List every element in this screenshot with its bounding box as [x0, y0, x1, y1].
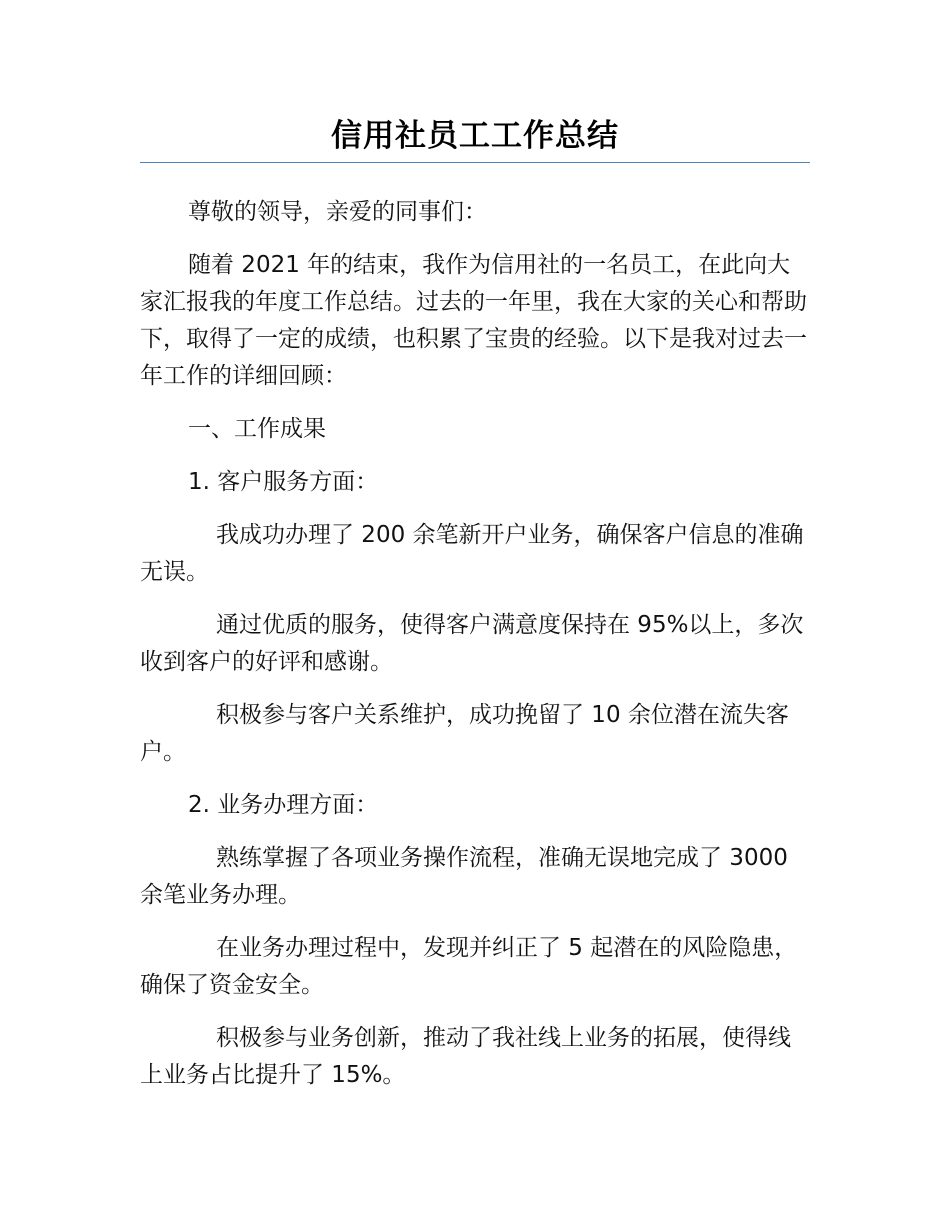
subsection-heading: 2. 业务办理方面：: [188, 792, 379, 818]
list-paragraph: 积极参与客户关系维护，成功挽留了 10 余位潜在流失客户。: [140, 702, 789, 765]
list-paragraph: 在业务办理过程中，发现并纠正了 5 起潜在的风险隐患，确保了资金安全。: [140, 935, 798, 998]
title-underline: [140, 162, 810, 163]
document-body: [140, 194, 812, 1110]
greeting-paragraph: 尊敬的领导，亲爱的同事们：: [188, 199, 487, 225]
list-paragraph: 熟练掌握了各项业务操作流程，准确无误地完成了 3000 余笔业务办理。: [140, 845, 788, 908]
document-title: 信用社员工工作总结: [331, 118, 619, 154]
list-paragraph: 我成功办理了 200 余笔新开户业务，确保客户信息的准确无误。: [140, 522, 804, 585]
list-paragraph: 通过优质的服务，使得客户满意度保持在 95%以上，多次收到客户的好评和感谢。: [140, 612, 804, 675]
section-heading: 一、工作成果: [188, 416, 326, 442]
intro-paragraph: 随着 2021 年的结束，我作为信用社的一名员工，在此向大家汇报我的年度工作总结。过去的一年里，我在大家的关心和帮助下，取得了一定的成绩，也积累了宝贵的经验。以下是我对过去一年工作的详细回顾：: [140, 252, 807, 389]
list-paragraph: 积极参与业务创新，推动了我社线上业务的拓展，使得线上业务占比提升了 15%。: [140, 1025, 791, 1088]
subsection-heading: 1. 客户服务方面：: [188, 469, 379, 495]
